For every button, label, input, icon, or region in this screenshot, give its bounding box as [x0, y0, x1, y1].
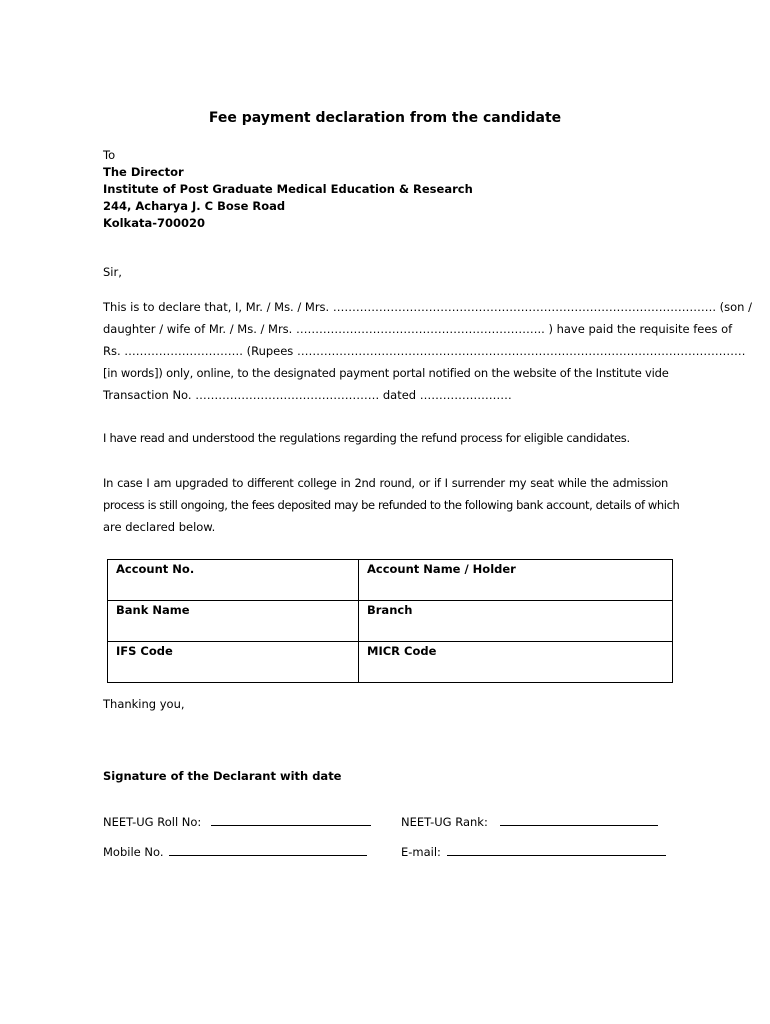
refund-line-2: process is still ongoing, the fees deposited may be refunded to the following bank account, details of which [103, 498, 680, 512]
regulations-text: I have read and understood the regulations regarding the refund process for eligible candidates. [103, 431, 630, 445]
mobile-label: Mobile No. [103, 845, 164, 859]
address-city: Kolkata-700020 [103, 216, 206, 230]
account-name-cell[interactable]: Account Name / Holder [359, 560, 673, 601]
address-block [103, 147, 473, 232]
declaration-line-1: This is to declare that, I, Mr. / Ms. / Mrs. ………………………………………………………………………………………. (son / [103, 300, 752, 314]
page-title: Fee payment declaration from the candidate [208, 110, 562, 126]
bank-details-table [107, 559, 673, 683]
micr-code-cell[interactable]: MICR Code [359, 642, 673, 683]
address-street: 244, Acharya J. C Bose Road [103, 199, 286, 213]
roll-no-input[interactable] [211, 815, 371, 826]
closing-text: Thanking you, [103, 697, 185, 711]
roll-no-field [103, 815, 371, 829]
declaration-line-2: daughter / wife of Mr. / Ms. / Mrs. ……………………………………………………….. ) have paid the requisite fees of [103, 322, 733, 336]
email-field [401, 845, 666, 859]
account-no-cell[interactable]: Account No. [108, 560, 359, 601]
signature-label: Signature of the Declarant with date [103, 769, 342, 783]
email-input[interactable] [447, 845, 666, 856]
rank-label: NEET-UG Rank: [401, 815, 488, 829]
rank-field [401, 815, 658, 829]
rank-input[interactable] [500, 815, 658, 826]
table-row [108, 560, 673, 601]
address-to: To [103, 148, 116, 162]
mobile-field [103, 845, 367, 859]
bank-name-cell[interactable]: Bank Name [108, 601, 359, 642]
salutation: Sir, [103, 265, 122, 279]
roll-no-label: NEET-UG Roll No: [103, 815, 202, 829]
declaration-line-3: Rs. …………………………. (Rupees ……………………………………………………………………………………………………… [103, 344, 746, 358]
declaration-line-5: Transaction No. ………………………………………… dated …………………… [103, 388, 512, 402]
email-label: E-mail: [401, 845, 441, 859]
address-institute: Institute of Post Graduate Medical Education & Research [103, 182, 473, 196]
refund-line-1: In case I am upgraded to different college in 2nd round, or if I surrender my seat while the admission [103, 476, 668, 490]
address-designation: The Director [103, 165, 184, 179]
declaration-line-4: [in words]) only, online, to the designated payment portal notified on the website of the Institute vide [103, 366, 669, 380]
ifs-code-cell[interactable]: IFS Code [108, 642, 359, 683]
table-row [108, 642, 673, 683]
mobile-input[interactable] [169, 845, 367, 856]
table-row [108, 601, 673, 642]
refund-line-3: are declared below. [103, 520, 216, 534]
branch-cell[interactable]: Branch [359, 601, 673, 642]
